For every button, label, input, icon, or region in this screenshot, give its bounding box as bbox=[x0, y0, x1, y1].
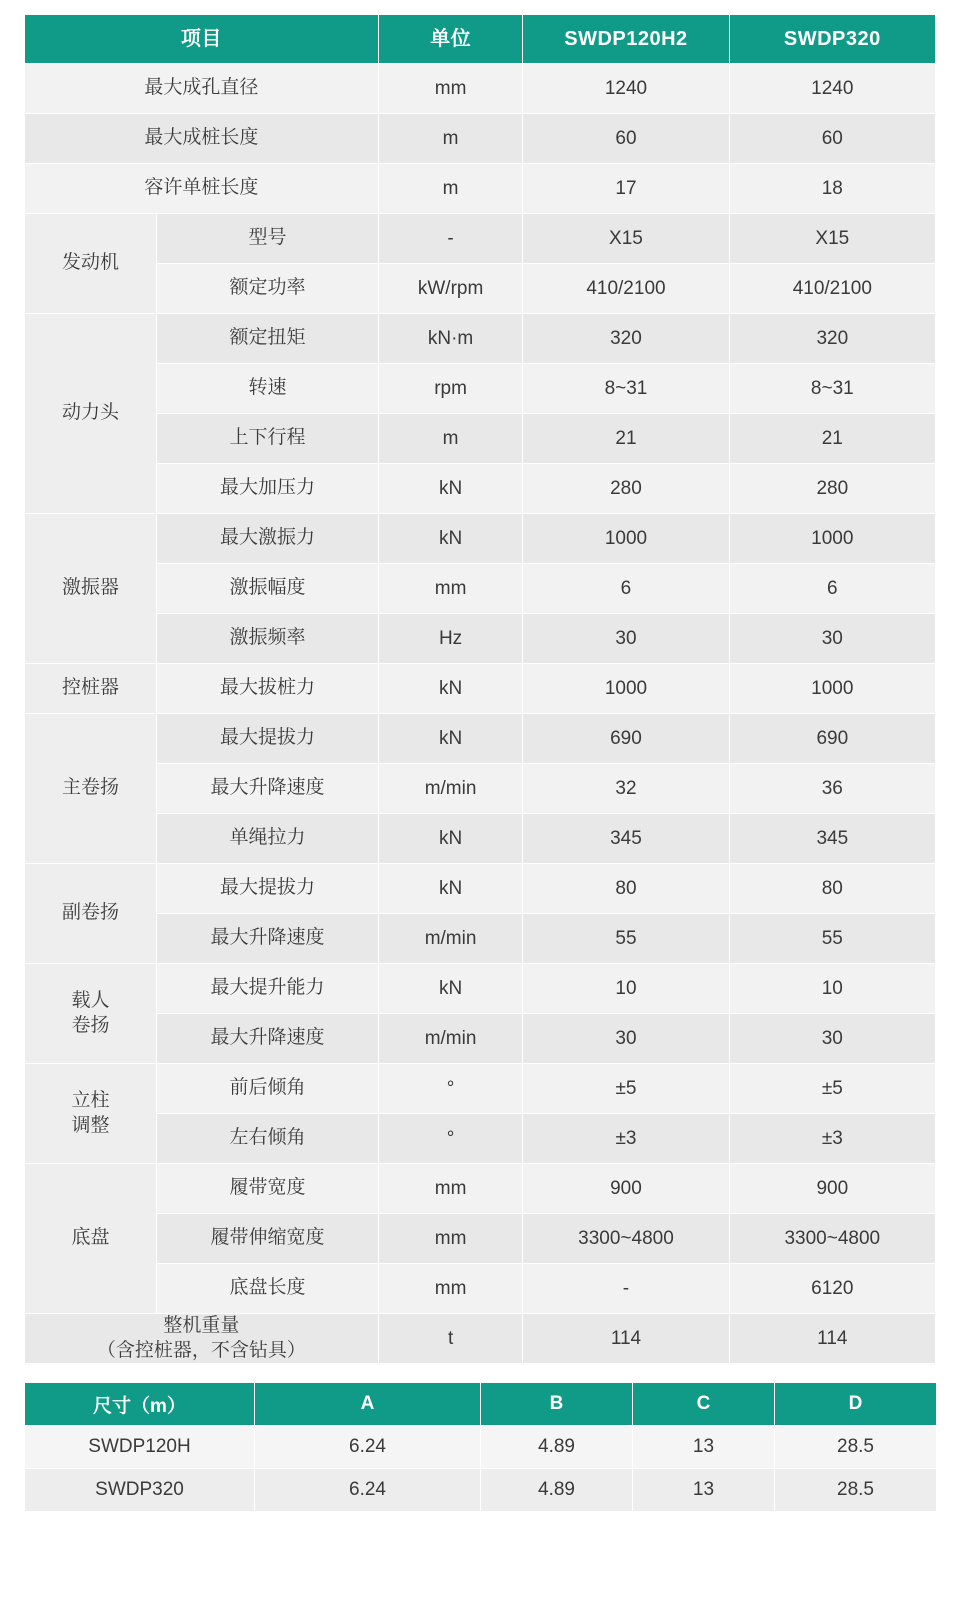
spec-value-model-1: 17 bbox=[523, 164, 729, 214]
spec-unit: mm bbox=[378, 64, 522, 114]
spec-row bbox=[25, 864, 936, 914]
dim-header-d: D bbox=[775, 1383, 937, 1426]
spec-value-model-2: 3300~4800 bbox=[729, 1214, 935, 1264]
spec-item-label: 底盘长度 bbox=[157, 1264, 379, 1314]
spec-unit: mm bbox=[378, 1264, 522, 1314]
spec-unit: kN·m bbox=[378, 314, 522, 364]
spec-unit: t bbox=[378, 1314, 522, 1364]
spec-unit: mm bbox=[378, 1214, 522, 1264]
spec-value-model-2: ±5 bbox=[729, 1064, 935, 1114]
spec-value-model-2: 114 bbox=[729, 1314, 935, 1364]
spec-unit: mm bbox=[378, 564, 522, 614]
spec-item-label: 最大激振力 bbox=[157, 514, 379, 564]
spec-group-label: 立柱 调整 bbox=[25, 1064, 157, 1164]
spec-row bbox=[25, 1014, 936, 1064]
header-item: 项目 bbox=[25, 15, 379, 64]
spec-item-label: 激振幅度 bbox=[157, 564, 379, 614]
spec-item-label: 最大拔桩力 bbox=[157, 664, 379, 714]
spec-value-model-2: 1240 bbox=[729, 64, 935, 114]
spec-row bbox=[25, 714, 936, 764]
spec-value-model-1: ±3 bbox=[523, 1114, 729, 1164]
spec-item-label: 最大提升能力 bbox=[157, 964, 379, 1014]
spec-item-label: 最大升降速度 bbox=[157, 764, 379, 814]
spec-row bbox=[25, 514, 936, 564]
spec-unit: kN bbox=[378, 464, 522, 514]
spec-group-label: 动力头 bbox=[25, 314, 157, 514]
spec-value-model-1: 1240 bbox=[523, 64, 729, 114]
spec-item-label: 转速 bbox=[157, 364, 379, 414]
spec-value-model-2: ±3 bbox=[729, 1114, 935, 1164]
dim-header-b: B bbox=[481, 1383, 633, 1426]
spec-unit: m bbox=[378, 114, 522, 164]
spec-value-model-1: - bbox=[523, 1264, 729, 1314]
dim-header-a: A bbox=[255, 1383, 481, 1426]
spec-value-model-2: 410/2100 bbox=[729, 264, 935, 314]
spec-value-model-1: 60 bbox=[523, 114, 729, 164]
spec-unit: m bbox=[378, 164, 522, 214]
spec-row bbox=[25, 1214, 936, 1264]
spec-unit: Hz bbox=[378, 614, 522, 664]
dimension-row bbox=[25, 1426, 937, 1469]
spec-value-model-2: 1000 bbox=[729, 664, 935, 714]
spec-unit: kN bbox=[378, 514, 522, 564]
spec-value-model-2: 8~31 bbox=[729, 364, 935, 414]
dimension-section bbox=[24, 1382, 936, 1512]
spec-row bbox=[25, 314, 936, 364]
spec-row bbox=[25, 1264, 936, 1314]
spec-value-model-1: 8~31 bbox=[523, 364, 729, 414]
dim-header-c: C bbox=[633, 1383, 775, 1426]
spec-item-label: 额定功率 bbox=[157, 264, 379, 314]
spec-value-model-1: 30 bbox=[523, 614, 729, 664]
spec-unit: ° bbox=[378, 1114, 522, 1164]
spec-row bbox=[25, 64, 936, 114]
spec-unit: m/min bbox=[378, 1014, 522, 1064]
spec-header-row bbox=[25, 15, 936, 64]
dim-value-b: 4.89 bbox=[481, 1469, 633, 1512]
spec-group-label: 发动机 bbox=[25, 214, 157, 314]
spec-value-model-1: 114 bbox=[523, 1314, 729, 1364]
spec-item-label: 最大成孔直径 bbox=[25, 64, 379, 114]
spec-row bbox=[25, 814, 936, 864]
spec-value-model-1: X15 bbox=[523, 214, 729, 264]
spec-table-body bbox=[25, 64, 936, 1364]
spec-row bbox=[25, 564, 936, 614]
dim-model-name: SWDP120H bbox=[25, 1426, 255, 1469]
spec-value-model-2: 280 bbox=[729, 464, 935, 514]
header-model-2: SWDP320 bbox=[729, 15, 935, 64]
spec-row bbox=[25, 414, 936, 464]
spec-item-label: 最大成桩长度 bbox=[25, 114, 379, 164]
spec-value-model-1: ±5 bbox=[523, 1064, 729, 1114]
dim-value-d: 28.5 bbox=[775, 1426, 937, 1469]
spec-unit: mm bbox=[378, 1164, 522, 1214]
spec-row bbox=[25, 664, 936, 714]
spec-group-label: 副卷扬 bbox=[25, 864, 157, 964]
spec-item-label: 最大升降速度 bbox=[157, 914, 379, 964]
spec-item-label: 左右倾角 bbox=[157, 1114, 379, 1164]
spec-value-model-2: 30 bbox=[729, 1014, 935, 1064]
spec-unit: kN bbox=[378, 864, 522, 914]
specification-table bbox=[24, 14, 936, 1364]
dim-value-c: 13 bbox=[633, 1426, 775, 1469]
spec-value-model-2: 55 bbox=[729, 914, 935, 964]
spec-row bbox=[25, 1164, 936, 1214]
spec-value-model-1: 1000 bbox=[523, 664, 729, 714]
spec-item-label: 额定扭矩 bbox=[157, 314, 379, 364]
spec-value-model-2: 30 bbox=[729, 614, 935, 664]
spec-table-head bbox=[25, 15, 936, 64]
spec-item-label: 最大升降速度 bbox=[157, 1014, 379, 1064]
spec-item-label: 容许单桩长度 bbox=[25, 164, 379, 214]
spec-value-model-2: 10 bbox=[729, 964, 935, 1014]
spec-value-model-1: 32 bbox=[523, 764, 729, 814]
spec-item-label: 单绳拉力 bbox=[157, 814, 379, 864]
spec-row bbox=[25, 364, 936, 414]
dimension-table-head bbox=[25, 1383, 937, 1426]
spec-row bbox=[25, 164, 936, 214]
dim-value-b: 4.89 bbox=[481, 1426, 633, 1469]
dim-model-name: SWDP320 bbox=[25, 1469, 255, 1512]
dimension-table bbox=[24, 1382, 937, 1512]
spec-row bbox=[25, 1114, 936, 1164]
dim-value-a: 6.24 bbox=[255, 1469, 481, 1512]
spec-unit: ° bbox=[378, 1064, 522, 1114]
spec-item-label: 履带伸缩宽度 bbox=[157, 1214, 379, 1264]
spec-value-model-1: 320 bbox=[523, 314, 729, 364]
spec-value-model-1: 55 bbox=[523, 914, 729, 964]
spec-row bbox=[25, 914, 936, 964]
spec-value-model-2: 1000 bbox=[729, 514, 935, 564]
spec-value-model-2: 690 bbox=[729, 714, 935, 764]
spec-value-model-2: 21 bbox=[729, 414, 935, 464]
spec-value-model-2: 6120 bbox=[729, 1264, 935, 1314]
header-model-1: SWDP120H2 bbox=[523, 15, 729, 64]
spec-item-label: 型号 bbox=[157, 214, 379, 264]
dim-value-d: 28.5 bbox=[775, 1469, 937, 1512]
spec-value-model-1: 690 bbox=[523, 714, 729, 764]
spec-value-model-1: 6 bbox=[523, 564, 729, 614]
spec-group-label: 激振器 bbox=[25, 514, 157, 664]
spec-value-model-2: 900 bbox=[729, 1164, 935, 1214]
spec-value-model-1: 10 bbox=[523, 964, 729, 1014]
spec-value-model-1: 900 bbox=[523, 1164, 729, 1214]
spec-item-label: 前后倾角 bbox=[157, 1064, 379, 1114]
spec-value-model-1: 21 bbox=[523, 414, 729, 464]
dim-value-c: 13 bbox=[633, 1469, 775, 1512]
spec-value-model-1: 3300~4800 bbox=[523, 1214, 729, 1264]
spec-value-model-1: 30 bbox=[523, 1014, 729, 1064]
spec-value-model-2: 18 bbox=[729, 164, 935, 214]
dimension-table-body bbox=[25, 1426, 937, 1512]
spec-row bbox=[25, 214, 936, 264]
spec-value-model-1: 1000 bbox=[523, 514, 729, 564]
spec-item-label: 最大加压力 bbox=[157, 464, 379, 514]
spec-unit: - bbox=[378, 214, 522, 264]
dim-header-size: 尺寸（m） bbox=[25, 1383, 255, 1426]
spec-row bbox=[25, 614, 936, 664]
spec-unit: m/min bbox=[378, 914, 522, 964]
spec-item-label: 最大提拔力 bbox=[157, 864, 379, 914]
spec-unit: kN bbox=[378, 714, 522, 764]
spec-unit: kN bbox=[378, 814, 522, 864]
spec-value-model-2: 36 bbox=[729, 764, 935, 814]
spec-value-model-1: 410/2100 bbox=[523, 264, 729, 314]
spec-item-label: 最大提拔力 bbox=[157, 714, 379, 764]
spec-value-model-2: 6 bbox=[729, 564, 935, 614]
spec-item-label: 履带宽度 bbox=[157, 1164, 379, 1214]
spec-item-label: 整机重量 （含控桩器，不含钻具） bbox=[25, 1314, 379, 1364]
spec-row bbox=[25, 1064, 936, 1114]
spec-unit: kN bbox=[378, 964, 522, 1014]
spec-value-model-2: X15 bbox=[729, 214, 935, 264]
spec-unit: kN bbox=[378, 664, 522, 714]
spec-value-model-1: 280 bbox=[523, 464, 729, 514]
spec-item-label: 激振频率 bbox=[157, 614, 379, 664]
spec-value-model-2: 320 bbox=[729, 314, 935, 364]
spec-unit: rpm bbox=[378, 364, 522, 414]
spec-row bbox=[25, 964, 936, 1014]
dimension-row bbox=[25, 1469, 937, 1512]
spec-value-model-2: 60 bbox=[729, 114, 935, 164]
dim-value-a: 6.24 bbox=[255, 1426, 481, 1469]
dimension-header-row bbox=[25, 1383, 937, 1426]
spec-group-label: 底盘 bbox=[25, 1164, 157, 1314]
spec-value-model-1: 80 bbox=[523, 864, 729, 914]
spec-unit: m/min bbox=[378, 764, 522, 814]
spec-row bbox=[25, 464, 936, 514]
spec-row bbox=[25, 114, 936, 164]
spec-value-model-1: 345 bbox=[523, 814, 729, 864]
spec-unit: m bbox=[378, 414, 522, 464]
spec-value-model-2: 345 bbox=[729, 814, 935, 864]
spec-group-label: 控桩器 bbox=[25, 664, 157, 714]
spec-group-label: 载人 卷扬 bbox=[25, 964, 157, 1064]
spec-item-label: 上下行程 bbox=[157, 414, 379, 464]
spec-row bbox=[25, 264, 936, 314]
spec-value-model-2: 80 bbox=[729, 864, 935, 914]
spec-row bbox=[25, 764, 936, 814]
spec-unit: kW/rpm bbox=[378, 264, 522, 314]
header-unit: 单位 bbox=[378, 15, 522, 64]
spec-row bbox=[25, 1314, 936, 1364]
spec-group-label: 主卷扬 bbox=[25, 714, 157, 864]
